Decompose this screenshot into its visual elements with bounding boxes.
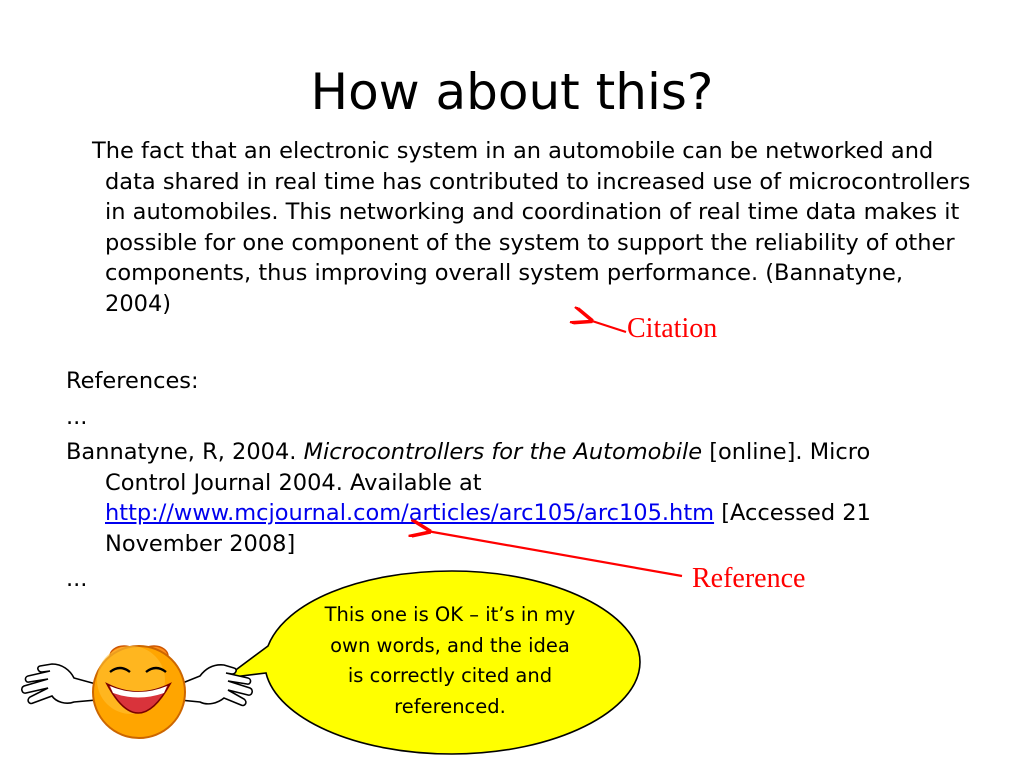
reference-arrow xyxy=(427,531,682,576)
ellipsis-top: ... xyxy=(66,403,88,430)
reference-label: Reference xyxy=(692,563,806,594)
reference-title: Microcontrollers for the Automobile xyxy=(303,439,703,465)
speech-bubble-text: This one is OK – it’s in my own words, and the idea is correctly cited and referenced. xyxy=(324,603,576,718)
references-heading: References: xyxy=(66,368,199,394)
citation-arrow xyxy=(589,320,626,332)
left-hand-icon xyxy=(22,664,104,703)
reference-prefix: Bannatyne, R, 2004. xyxy=(66,439,304,465)
ellipsis-bottom: ... xyxy=(66,566,88,592)
smiley-face-icon xyxy=(93,646,185,738)
reference-mid: [online]. Micro Control Journal 2004. Available at xyxy=(105,439,871,496)
reference-suffix: [Accessed 21 November 2008] xyxy=(105,500,871,557)
slide-title: How about this? xyxy=(310,63,714,121)
reference-link[interactable]: http://www.mcjournal.com/articles/arc105/arc105.htm xyxy=(105,500,715,526)
body-paragraph: The fact that an electronic system in an automobile can be networked and data shared in real time has contributed to increased use of microcontrollers in automobiles. This networking and coordination of real time data makes it possible for one component of the system to support the reliability of other components, thus improving overall system performance. (Bannatyne, 2004) xyxy=(92,138,971,317)
citation-label: Citation xyxy=(627,313,718,344)
